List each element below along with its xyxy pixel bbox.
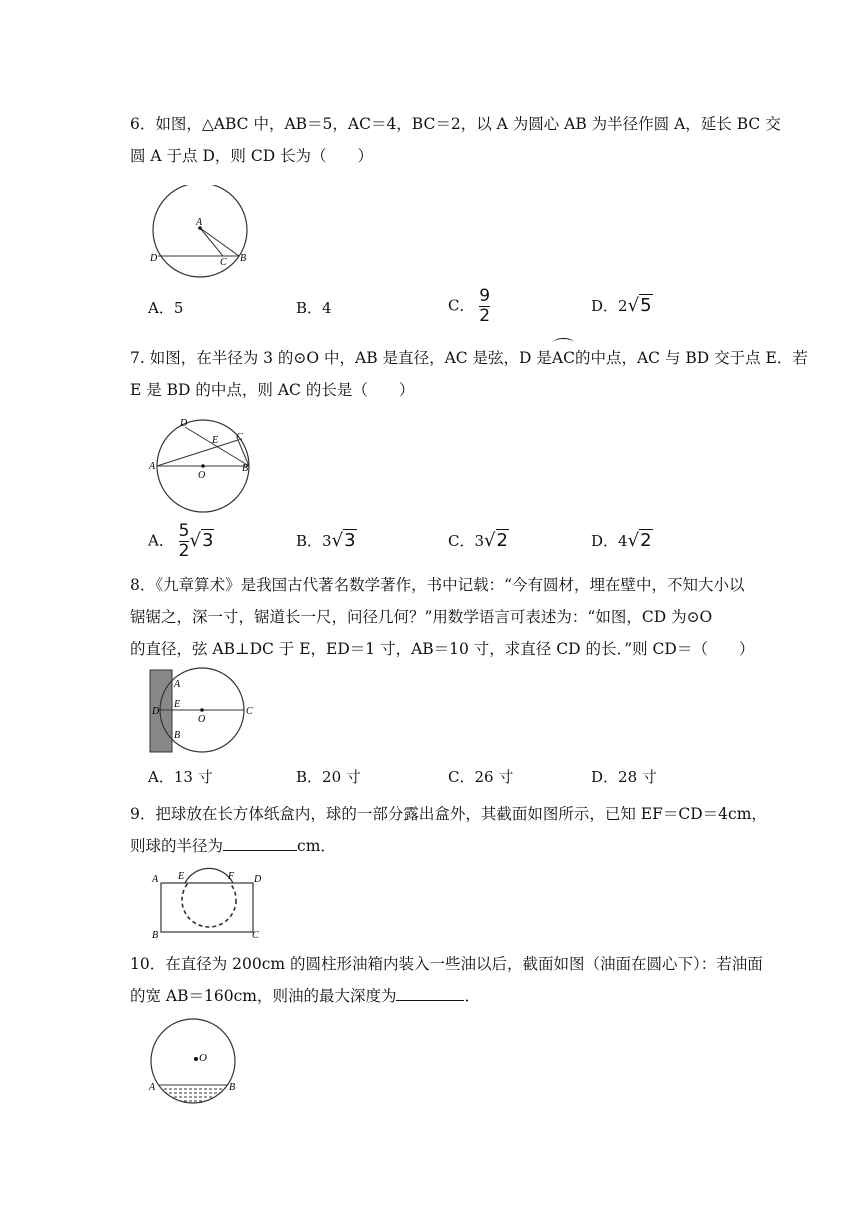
q7-label-c: C [236, 432, 243, 443]
q7-label-a: A [149, 461, 156, 472]
question-6 [130, 108, 781, 172]
q6-figure [145, 185, 260, 285]
q7-arc-ac: AC [552, 342, 575, 374]
q9-figure [146, 866, 271, 942]
q10-figure [144, 1018, 244, 1106]
q7-option-b[interactable]: B．3√3 [296, 530, 356, 551]
q6-label-c: C [220, 257, 227, 268]
q9-label-b: B [152, 930, 159, 941]
q7-option-a-sqrt: √3 [189, 529, 214, 551]
q8-option-c[interactable]: C．26 寸 [448, 768, 514, 786]
question-9 [130, 798, 767, 862]
q7-options [148, 521, 748, 561]
q10-text-line1: 10．在直径为 200cm 的圆柱形油箱内装入一些油以后，截面如图（油面在圆心下）：若油面 [130, 955, 763, 973]
q6-text-line2: 圆 A 于点 D，则 CD 长为（ ） [130, 147, 374, 165]
q6-label-d: D [150, 253, 158, 264]
q8-label-b: B [174, 730, 181, 741]
q6-option-d-prefix: D．2 [591, 297, 628, 315]
q7-text-line2: E 是 BD 的中点，则 AC 的长是（ ） [130, 381, 415, 399]
q7-text-line1: 7. 如图，在半径为 3 的⊙O 中，AB 是直径，AC 是弦，D 是AC的中点，AC 与 BD 交于点 E．若 [130, 342, 730, 374]
q6-option-c-prefix: C． [448, 296, 475, 315]
q7-option-d-sqrt: √2 [627, 530, 652, 551]
q7-option-c-sqrt: √2 [484, 530, 508, 551]
q6-option-c[interactable] [448, 288, 490, 325]
q8-text-line3: 的直径，弦 AB⊥DC 于 E，ED＝1 寸，AB＝10 寸，求直径 CD 的长．”则 CD＝（ ） [130, 640, 755, 658]
q7-option-a-fraction: $\frac{5}{2}$ [178, 521, 190, 561]
q8-label-c: C [246, 706, 253, 717]
q9-label-a: A [152, 874, 159, 885]
q7-figure [146, 416, 258, 516]
q6-option-c-numerator: 9 [479, 286, 491, 306]
q7-option-b-sqrt: √3 [331, 530, 356, 551]
q7-label-e: E [212, 435, 219, 446]
q9-label-f: F [228, 871, 235, 882]
q7-label-o: O [198, 470, 206, 481]
q9-label-e: E [178, 871, 185, 882]
q6-label-b: B [240, 253, 247, 264]
q7-option-a[interactable]: A． $\frac{5}{2}$ √3 [148, 521, 214, 561]
q6-option-c-fraction [479, 288, 490, 325]
q10-label-o: O [199, 1052, 207, 1064]
q10-text-line2: 的宽 AB＝160cm，则油的最大深度为 ． [130, 980, 730, 1012]
q9-text-line2: 则球的半径为 cm． [130, 830, 730, 862]
q8-figure [144, 666, 264, 756]
q8-option-a[interactable]: A．13 寸 [148, 768, 213, 786]
q6-option-b[interactable]: B．4 [296, 299, 332, 317]
q8-label-o: O [198, 714, 206, 725]
q8-label-d: D [152, 706, 160, 717]
q8-label-a: A [174, 679, 181, 690]
q9-answer-blank[interactable] [223, 832, 297, 851]
question-7 [130, 342, 808, 406]
q8-options [148, 765, 748, 795]
question-10 [130, 948, 763, 1012]
q6-option-d-sqrt: √5 [627, 295, 652, 316]
q9-text-line1: 9．把球放在长方体纸盒内，球的一部分露出盒外，其截面如图所示，已知 EF＝CD＝4cm， [130, 805, 767, 823]
q7-label-d: D [180, 418, 188, 429]
q6-options [148, 286, 748, 326]
q10-answer-blank[interactable] [396, 982, 464, 1001]
q10-label-b: B [229, 1082, 236, 1093]
q8-label-e: E [174, 699, 181, 710]
q8-option-d[interactable]: D．28 寸 [591, 768, 657, 786]
q6-option-d[interactable] [591, 295, 653, 316]
q8-option-b[interactable]: B．20 寸 [296, 768, 361, 786]
q7-option-c[interactable]: C．3√2 [448, 530, 508, 551]
q6-option-c-denominator: 2 [479, 306, 491, 326]
question-8 [130, 569, 755, 665]
q6-option-a[interactable]: A．5 [148, 299, 184, 317]
q7-option-d[interactable]: D．4√2 [591, 530, 652, 551]
q6-label-a: A [196, 217, 203, 228]
q6-text-line1: 6．如图，△ABC 中，AB＝5，AC＝4，BC＝2，以 A 为圆心 AB 为半径作圆 A，延长 BC 交 [130, 115, 781, 133]
q8-text-line2: 锯锯之，深一寸，锯道长一尺，问径几何？”用数学语言可表述为：“如图，CD 为⊙O [130, 608, 713, 626]
q7-label-b: B [242, 463, 249, 474]
q10-label-a: A [149, 1082, 156, 1093]
q9-label-c: C [252, 930, 259, 941]
q9-label-d: D [254, 874, 262, 885]
q8-text-line1: 8．《九章算术》是我国古代著名数学著作，书中记载：“今有圆材，埋在壁中，不知大小以 [130, 576, 745, 594]
